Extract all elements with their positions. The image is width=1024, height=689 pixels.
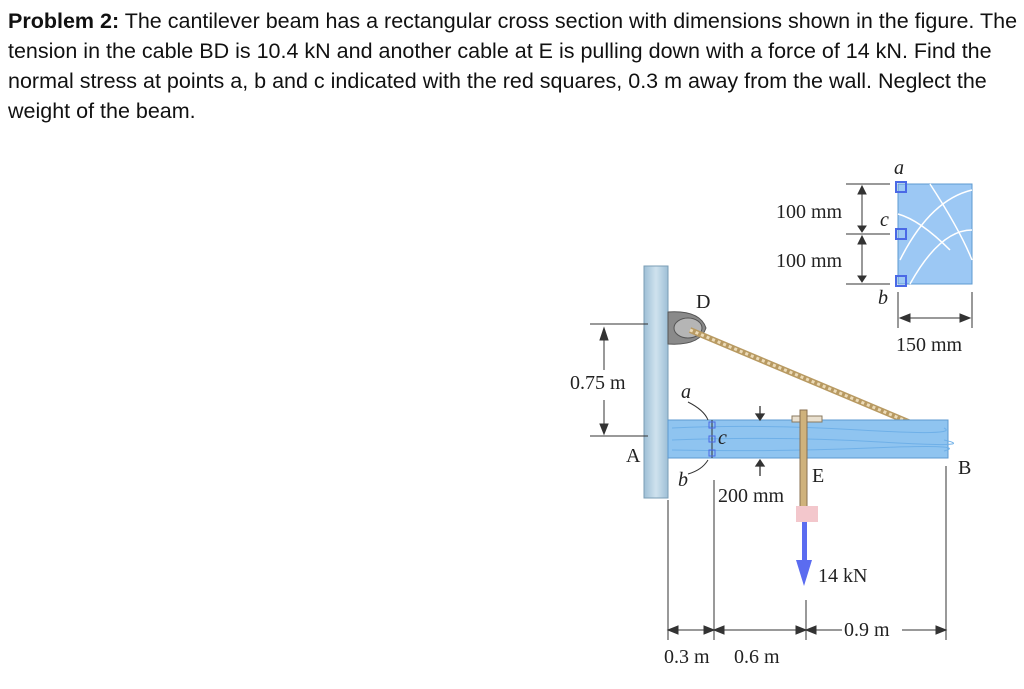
dim-section-bottom: 100 mm bbox=[776, 250, 843, 272]
dim-section-top: 100 mm bbox=[776, 201, 843, 223]
dim-height-label: 0.75 m bbox=[570, 372, 626, 394]
dim-span-09: 0.9 m bbox=[844, 619, 890, 641]
label-e: E bbox=[812, 465, 825, 487]
wall bbox=[644, 266, 668, 498]
label-b-point: b bbox=[678, 469, 688, 491]
dim-section-width: 150 mm bbox=[896, 334, 963, 356]
dim-span-06: 0.6 m bbox=[734, 646, 780, 668]
force-label: 14 kN bbox=[818, 565, 868, 587]
problem-label: Problem 2: bbox=[8, 9, 120, 33]
label-b-end: B bbox=[958, 457, 972, 479]
section-label-b: b bbox=[878, 287, 888, 309]
force-arrow-14kn bbox=[796, 522, 812, 586]
label-a-point: a bbox=[681, 381, 691, 403]
beam bbox=[668, 420, 954, 458]
pulley-d bbox=[668, 312, 706, 344]
label-a-wall: A bbox=[626, 445, 641, 467]
label-c-point: c bbox=[718, 427, 727, 449]
section-label-a: a bbox=[894, 157, 904, 179]
problem-text: The cantilever beam has a rectangular cross section with dimensions shown in the figure. The tension in the cable BD is 10.4 kN and another cable at E is pulling down with a force of 14 kN. Find the normal stress at points a, b and c indicated with the red squares, 0.3 m away from the wall. Neglect the weight of the beam. bbox=[8, 9, 1018, 123]
cross-section bbox=[896, 182, 972, 286]
dim-depth-label: 200 mm bbox=[718, 485, 785, 507]
dim-spans bbox=[668, 626, 946, 634]
label-d: D bbox=[696, 291, 711, 313]
section-label-c: c bbox=[880, 209, 889, 231]
dim-span-03: 0.3 m bbox=[664, 646, 710, 668]
